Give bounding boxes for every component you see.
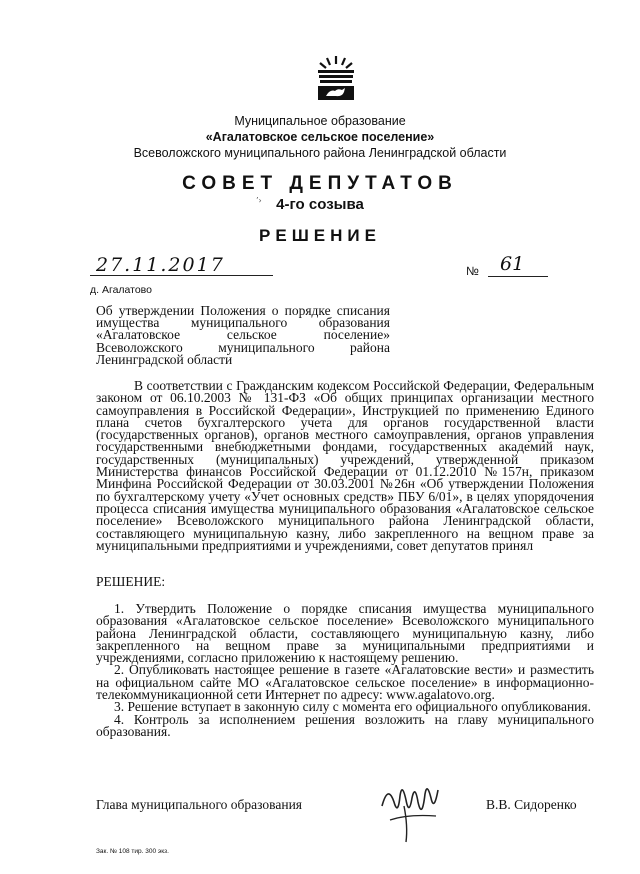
scan-mark: ’› bbox=[256, 196, 262, 205]
signatory-title: Глава муниципального образования bbox=[96, 797, 303, 812]
resolution-item: 4. Контроль за исполнением решения возложить на главу муниципального образования. bbox=[96, 711, 594, 739]
municipal-emblem-icon bbox=[316, 54, 356, 102]
date-underline bbox=[90, 275, 273, 276]
resolution-item: 3. Решение вступает в законную силу с момента его официального опубликования. bbox=[114, 699, 591, 715]
convocation: 4-го созыва bbox=[276, 196, 364, 213]
number-label: № bbox=[466, 264, 479, 278]
council-title: СОВЕТ ДЕПУТАТОВ bbox=[182, 173, 458, 194]
handwritten-signature bbox=[378, 776, 450, 846]
print-run-note: Зак. № 108 тир. 300 экз. bbox=[96, 848, 169, 855]
resolution-items bbox=[96, 603, 594, 738]
document-type-title: РЕШЕНИЕ bbox=[259, 226, 381, 245]
district-name: Всеволожского муниципального района Ленинградской области bbox=[133, 146, 507, 160]
handwritten-date: 27.11.2017 bbox=[96, 254, 225, 276]
resolution-item: 2. Опубликовать настоящее решение в газете «Агалатовские вести» и разместить на официальном сайте МО «Агалатовское сельское поселение» в информационно-телекоммуникационной сети Интернет по адресу: www.agalatovo.org. bbox=[96, 662, 594, 703]
resolution-label: РЕШЕНИЕ: bbox=[96, 574, 166, 589]
place-of-issue: д. Агалатово bbox=[90, 284, 152, 296]
resolution-item: 1. Утвердить Положение о порядке списания имущества муниципального образования «Агалатовское сельское поселение» Всеволожского муниципального района Ленинградской области, составляющего муниципальную казну, либо закрепленного на вещном праве за муниципальными предприятиями и учреждениями, согласно приложению к настоящему решению. bbox=[96, 601, 594, 666]
settlement-name: «Агалатовское сельское поселение» bbox=[205, 130, 435, 144]
number-underline bbox=[488, 276, 548, 277]
handwritten-number: 61 bbox=[500, 253, 525, 275]
org-name-line: Муниципальное образование bbox=[234, 114, 406, 128]
preamble-paragraph: В соответствии с Гражданским кодексом Российской Федерации, Федеральным законом от 06.10.2003 № 131-ФЗ «Об общих принципах организации местного самоуправления в Российской Федерации», Инструкцией по применению Единого плана счетов бухгалтерского учета для органов государственной власти (государственных органов), органов местного самоуправления, органов управления государственными внебюджетными фондами, государственных академий наук, государственных (муниципальных) учреждений, утвержденной приказом Министерства финансов Российской Федерации от 01.12.2010 №157н, приказом Минфина Российской Федерации от 30.03.2001 №26н «Об утверждении Положения по бухгалтерскому учету «Учет основных средств» ПБУ 6/01», в целях упорядочения процесса списания имущества муниципального образования «Агалатовское сельское поселение» Всеволожского муниципального района Ленинградской области, составляющего муниципальную казну, либо закрепленного на вещном праве за муниципальными предприятиями и учреждениями, совет депутатов принял bbox=[96, 378, 594, 553]
signatory-name: В.В. Сидоренко bbox=[486, 797, 577, 812]
decision-subject: Об утверждении Положения о порядке списания имущества муниципального образования «Агалатовское сельское поселение» Всеволожского муниципального района Ленинградской области bbox=[96, 303, 390, 367]
